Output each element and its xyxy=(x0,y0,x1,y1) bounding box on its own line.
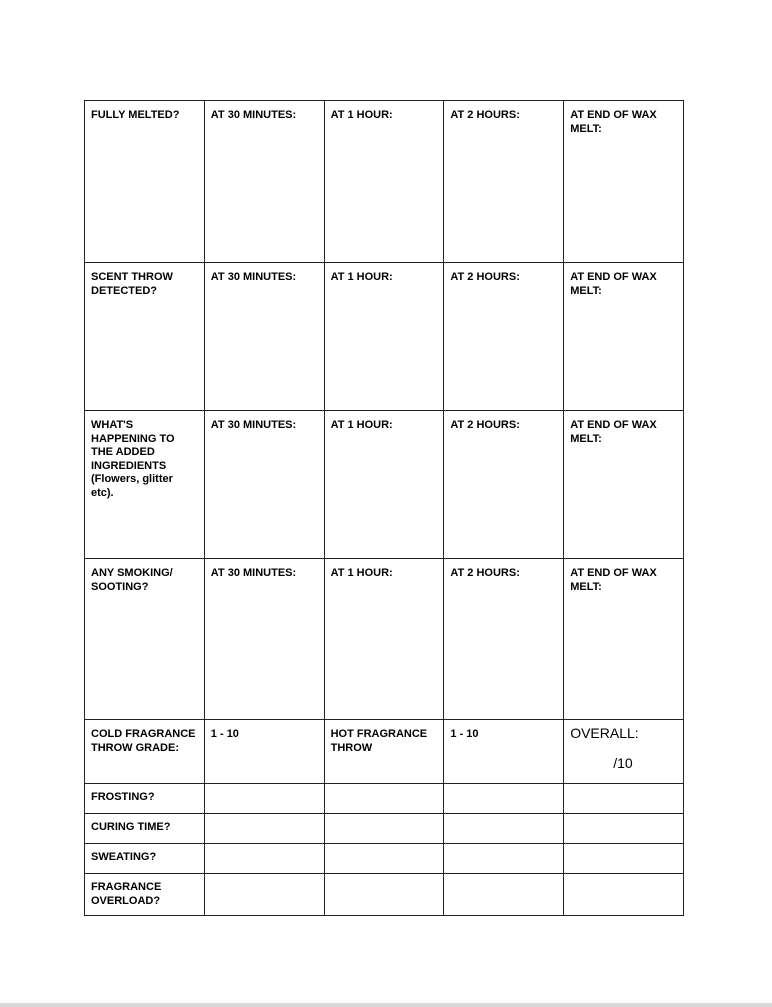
row-scent-throw xyxy=(85,263,684,411)
cell-30-minutes[interactable]: AT 30 MINUTES: xyxy=(204,263,324,411)
cell-30-minutes[interactable]: AT 30 MINUTES: xyxy=(204,411,324,559)
cell-1-hour[interactable]: AT 1 HOUR: xyxy=(324,263,444,411)
cell-30-minutes[interactable]: AT 30 MINUTES: xyxy=(204,101,324,263)
blank-cell[interactable] xyxy=(564,874,684,916)
blank-cell[interactable] xyxy=(324,784,444,814)
row-added-ingredients xyxy=(85,411,684,559)
row-label: ANY SMOKING/ SOOTING? xyxy=(85,559,205,720)
blank-cell[interactable] xyxy=(204,784,324,814)
row-fragrance-overload xyxy=(85,874,684,916)
row-label: WHAT'S HAPPENING TO THE ADDED INGREDIENTS (Flowers, glitter etc). xyxy=(85,411,205,559)
row-fragrance-grade xyxy=(85,720,684,784)
blank-cell[interactable] xyxy=(324,814,444,844)
row-frosting xyxy=(85,784,684,814)
cold-throw-label: COLD FRAGRANCE THROW GRADE: xyxy=(85,720,205,784)
cell-1-hour[interactable]: AT 1 HOUR: xyxy=(324,101,444,263)
hot-throw-scale[interactable]: 1 - 10 xyxy=(444,720,564,784)
cell-end-of-melt[interactable]: AT END OF WAX MELT: xyxy=(564,559,684,720)
cell-2-hours[interactable]: AT 2 HOURS: xyxy=(444,559,564,720)
blank-cell[interactable] xyxy=(204,874,324,916)
overall-label: OVERALL: xyxy=(570,725,639,741)
row-fully-melted xyxy=(85,101,684,263)
cell-end-of-melt[interactable]: AT END OF WAX MELT: xyxy=(564,411,684,559)
cell-2-hours[interactable]: AT 2 HOURS: xyxy=(444,101,564,263)
blank-cell[interactable] xyxy=(324,874,444,916)
cell-end-of-melt[interactable]: AT END OF WAX MELT: xyxy=(564,263,684,411)
cell-2-hours[interactable]: AT 2 HOURS: xyxy=(444,411,564,559)
row-label: CURING TIME? xyxy=(85,814,205,844)
blank-cell[interactable] xyxy=(444,814,564,844)
row-label: FROSTING? xyxy=(85,784,205,814)
blank-cell[interactable] xyxy=(444,784,564,814)
overall-score: /10 xyxy=(613,754,633,771)
row-label: SWEATING? xyxy=(85,844,205,874)
cell-end-of-melt[interactable]: AT END OF WAX MELT: xyxy=(564,101,684,263)
row-label: FULLY MELTED? xyxy=(85,101,205,263)
row-curing-time xyxy=(85,814,684,844)
cold-throw-scale[interactable]: 1 - 10 xyxy=(204,720,324,784)
row-label: FRAGRANCE OVERLOAD? xyxy=(85,874,205,916)
cell-1-hour[interactable]: AT 1 HOUR: xyxy=(324,411,444,559)
blank-cell[interactable] xyxy=(444,844,564,874)
blank-cell[interactable] xyxy=(564,844,684,874)
blank-cell[interactable] xyxy=(564,814,684,844)
wax-melt-test-table xyxy=(84,100,684,916)
blank-cell[interactable] xyxy=(204,844,324,874)
hot-throw-label: HOT FRAGRANCE THROW xyxy=(324,720,444,784)
row-label: SCENT THROW DETECTED? xyxy=(85,263,205,411)
blank-cell[interactable] xyxy=(444,874,564,916)
blank-cell[interactable] xyxy=(204,814,324,844)
blank-cell[interactable] xyxy=(564,784,684,814)
row-smoking-sooting xyxy=(85,559,684,720)
row-sweating xyxy=(85,844,684,874)
cell-2-hours[interactable]: AT 2 HOURS: xyxy=(444,263,564,411)
blank-cell[interactable] xyxy=(324,844,444,874)
overall-cell[interactable] xyxy=(564,720,684,784)
page-bottom-edge xyxy=(0,1003,772,1007)
cell-1-hour[interactable]: AT 1 HOUR: xyxy=(324,559,444,720)
cell-30-minutes[interactable]: AT 30 MINUTES: xyxy=(204,559,324,720)
